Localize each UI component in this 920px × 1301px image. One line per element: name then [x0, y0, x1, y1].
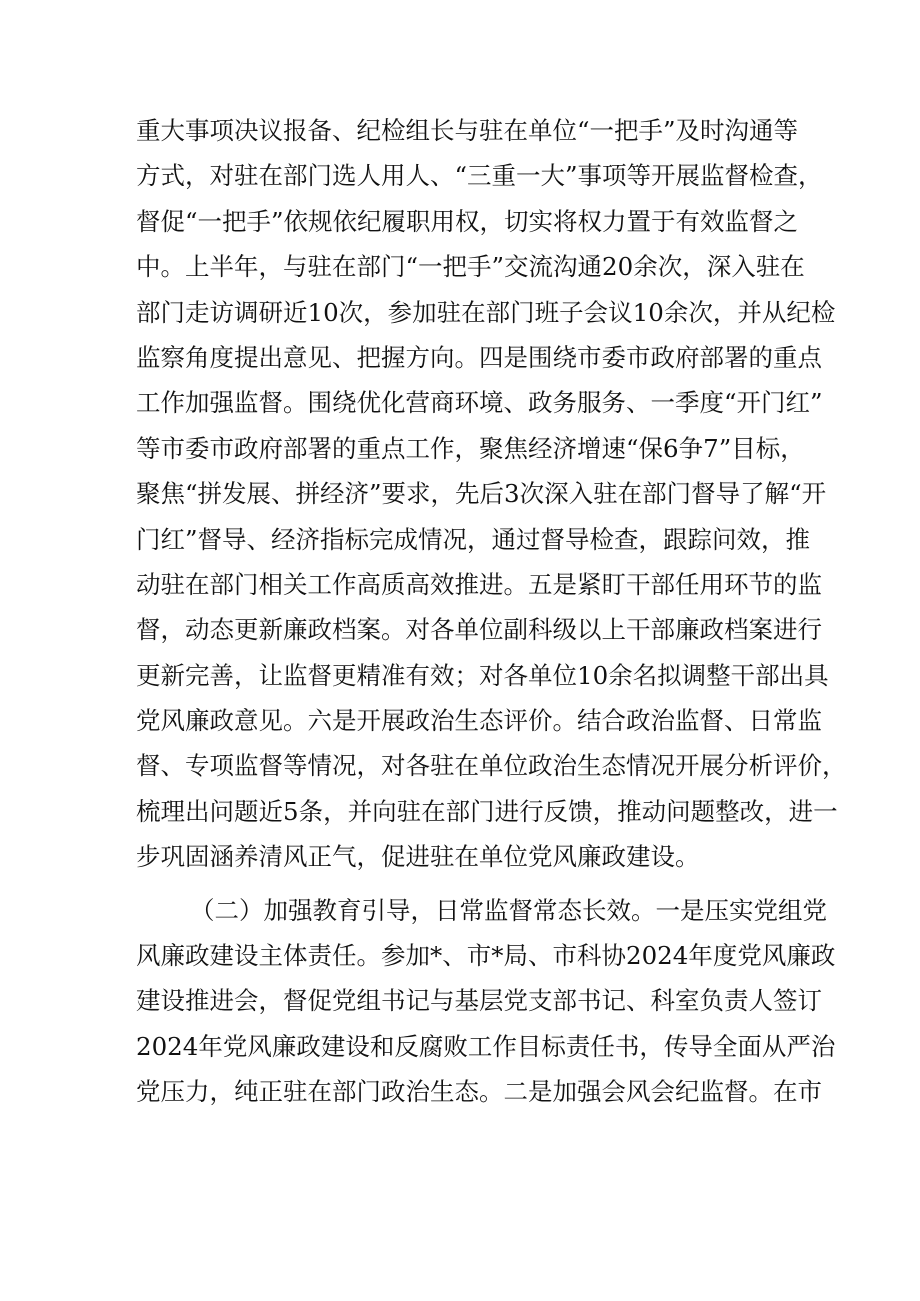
- text-line: 2024年党风廉政建设和反腐败工作目标责任书，传导全面从严治: [136, 1031, 836, 1061]
- text-line: 党压力，纯正驻在部门政治生态。二是加强会风会纪监督。在市: [136, 1077, 822, 1107]
- text-line: 聚焦“拼发展、拼经济”要求，先后3次深入驻在部门督导了解“开: [136, 479, 827, 509]
- text-line: 监察角度提出意见、把握方向。四是围绕市委市政府部署的重点: [136, 342, 822, 372]
- text-line: 更新完善，让监督更精准有效；对各单位10余名拟调整干部出具: [136, 660, 829, 690]
- text-line: 动驻在部门相关工作高质高效推进。五是紧盯干部任用环节的监: [136, 569, 822, 599]
- text-line: 建设推进会，督促党组书记与基层党支部书记、科室负责人签订: [136, 986, 822, 1016]
- paragraph-gap: [136, 880, 796, 888]
- document-body: [136, 108, 847, 1115]
- text-line: 风廉政建设主体责任。参加*、市*局、市科协2024年度党风廉政: [136, 941, 836, 971]
- text-line: 等市委市政府部署的重点工作，聚焦经济增速“保6争7”目标，: [136, 433, 805, 463]
- text-line: 梳理出问题近5条，并向驻在部门进行反馈，推动问题整改，进一: [136, 796, 838, 826]
- paragraph-1: [136, 108, 847, 880]
- text-line: 部门走访调研近10次，参加驻在部门班子会议10余次，并从纪检: [136, 297, 836, 327]
- text-line: 门红”督导、经济指标完成情况，通过督导检查，跟踪问效，推: [136, 524, 811, 554]
- text-line: 督、专项监督等情况，对各驻在单位政治生态情况开展分析评价，: [136, 751, 847, 781]
- text-line: 中。上半年，与驻在部门“一把手”交流沟通20余次，深入驻在: [136, 252, 805, 282]
- text-line: 党风廉政意见。六是开展政治生态评价。结合政治监督、日常监: [136, 706, 822, 736]
- text-line: 督促“一把手”依规依纪履职用权，切实将权力置于有效监督之: [136, 206, 799, 236]
- text-line: 工作加强监督。围绕优化营商环境、政务服务、一季度“开门红”: [136, 388, 823, 418]
- text-line: （二）加强教育引导，日常监督常态长效。一是压实党组党: [190, 895, 827, 925]
- text-line: 方式，对驻在部门选人用人、“三重一大”事项等开展监督检查，: [136, 161, 823, 191]
- text-line: 重大事项决议报备、纪检组长与驻在单位“一把手”及时沟通等: [136, 116, 799, 145]
- text-line: 步巩固涵养清风正气，促进驻在单位党风廉政建设。: [136, 842, 700, 872]
- text-line: 督，动态更新廉政档案。对各单位副科级以上干部廉政档案进行: [136, 615, 822, 645]
- paragraph-2: [136, 888, 836, 1115]
